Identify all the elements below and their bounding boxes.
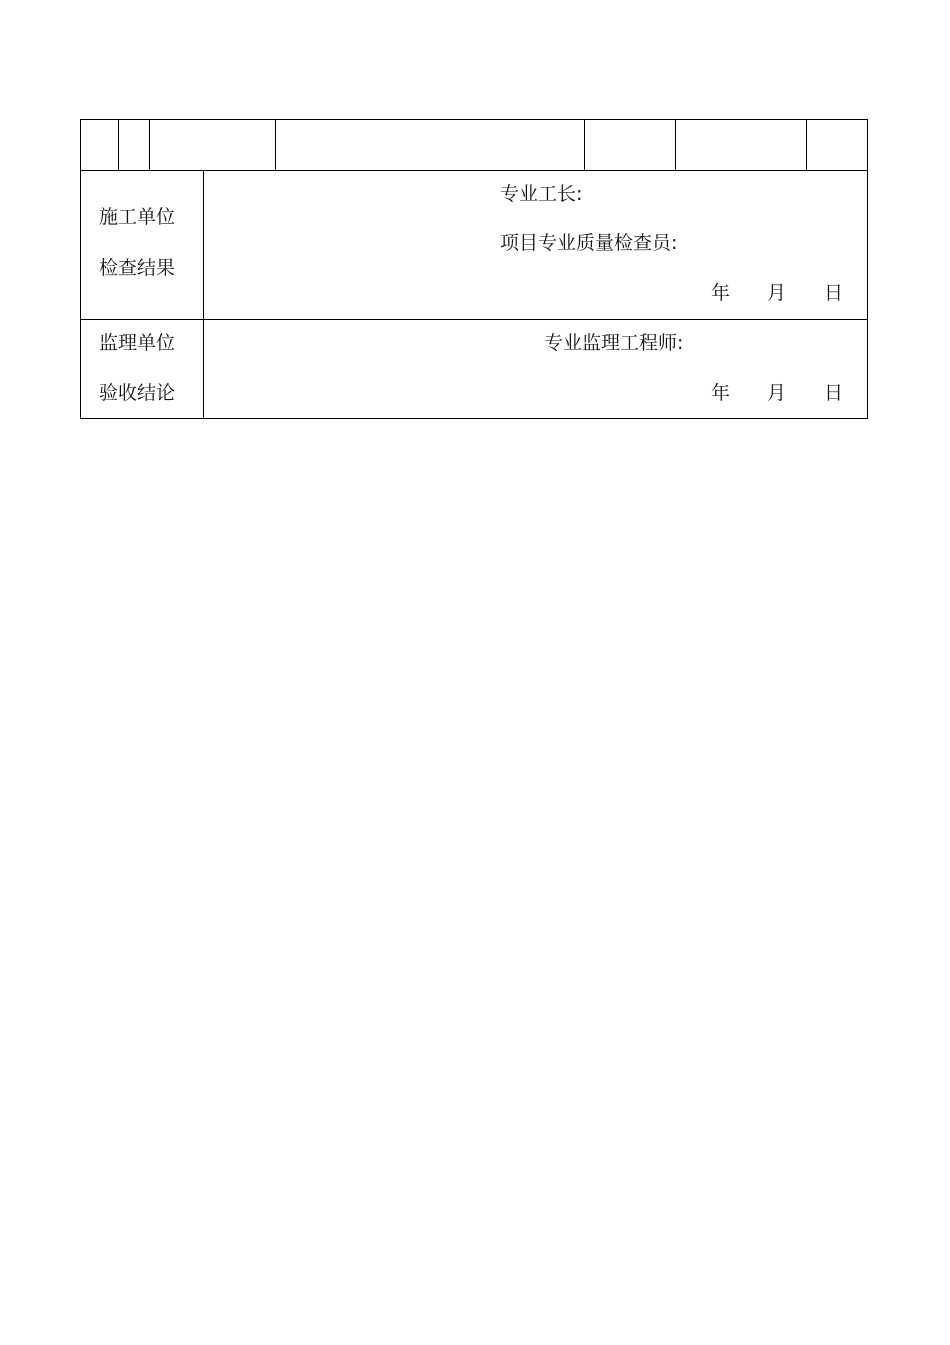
inspection-table (80, 119, 868, 419)
table-cell-divider (275, 119, 276, 170)
table-cell-divider (584, 119, 585, 170)
label-column-divider (203, 170, 204, 419)
check-result-label: 检查结果 (99, 257, 176, 279)
table-cell-divider (149, 119, 150, 170)
construction-unit-label: 施工单位 (99, 206, 176, 228)
table-cell-divider (806, 119, 807, 170)
supervision-engineer-label: 专业监理工程师: (544, 332, 684, 354)
foreman-label: 专业工长: (500, 183, 583, 205)
date-month-label: 月 (767, 282, 787, 304)
date-day-label: 日 (824, 382, 844, 404)
table-row-divider (80, 170, 868, 171)
table-cell-divider (675, 119, 676, 170)
date-year-label: 年 (711, 282, 731, 304)
quality-inspector-label: 项目专业质量检查员: (500, 232, 678, 254)
table-row-divider (80, 319, 868, 320)
date-month-label: 月 (767, 382, 787, 404)
table-cell-divider (118, 119, 119, 170)
date-day-label: 日 (824, 282, 844, 304)
acceptance-conclusion-label: 验收结论 (99, 382, 176, 404)
date-year-label: 年 (711, 382, 731, 404)
supervision-unit-label: 监理单位 (99, 332, 176, 354)
